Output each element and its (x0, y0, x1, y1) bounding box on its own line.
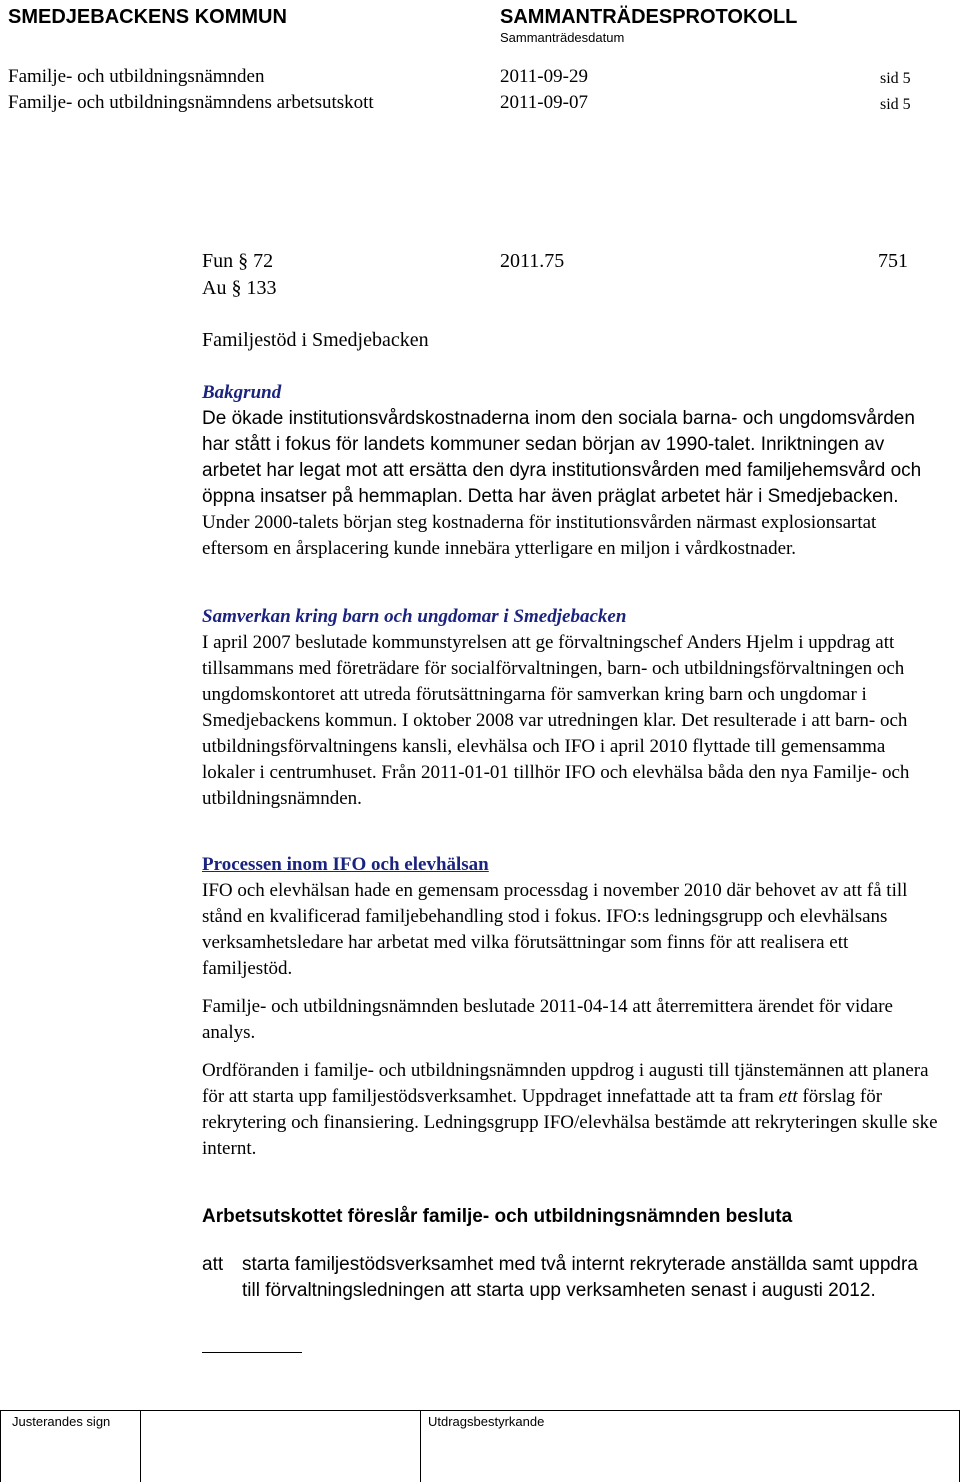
committee-date: 2011-09-29 (500, 66, 588, 87)
samverkan-heading: Samverkan kring barn och ungdomar i Smedjebacken (202, 606, 627, 627)
bakgrund-section (202, 380, 942, 562)
bakgrund-text-b: Detta har även präglat arbetet här i Smedjebacken. (467, 486, 899, 507)
processen-section (202, 852, 942, 982)
remit-paragraph (202, 994, 942, 1046)
committee-page: sid 5 (880, 70, 911, 87)
meeting-date-label: Sammanträdesdatum (500, 30, 625, 45)
remit-text: Familje- och utbildningsnämnden beslutade 2011-04-14 att återremittera ärendet för vidare analys. (202, 996, 893, 1043)
chair-paragraph (202, 1058, 942, 1162)
proposal-clause (202, 1252, 922, 1304)
proposal-heading: Arbetsutskottet föreslår familje- och utbildningsnämnden besluta (202, 1206, 793, 1227)
bakgrund-text-a: De ökade institutionsvårdskostnaderna inom den sociala barna- och ungdomsvården har stått i fokus för landets kommuner sedan början av 1990-talet. Inriktningen av arbetet har legat mot att ersätta den dyra institutionsvården med familjehemsvård och öppna insatser på hemmaplan. (202, 408, 922, 507)
bakgrund-heading: Bakgrund (202, 382, 282, 403)
municipality-name: SMEDJEBACKENS KOMMUN (8, 6, 287, 28)
samverkan-section (202, 604, 942, 812)
working-committee-date: 2011-09-07 (500, 92, 588, 113)
chair-text-before: Ordföranden i familje- och utbildningsnämnden uppdrog i augusti till tjänstemännen att planera för att starta upp familjestödsverksamhet. Uppdraget innefattade att ta fram (202, 1060, 929, 1107)
end-rule (202, 1352, 302, 1353)
justerandes-sign-label: Justerandes sign (12, 1414, 111, 1429)
signature-footer (0, 1410, 960, 1482)
footer-cell-extract (420, 1410, 421, 1482)
case-title: Familjestöd i Smedjebacken (202, 329, 429, 351)
case-number: 751 (878, 250, 908, 272)
working-committee-page: sid 5 (880, 96, 911, 113)
document-type: SAMMANTRÄDESPROTOKOLL (500, 6, 798, 28)
proposal-text: starta familjestödsverksamhet med två internt rekryterade anställda samt uppdra till förvaltningsledningen att starta upp verksamheten senast i augusti 2012. (242, 1254, 918, 1301)
processen-text: IFO och elevhälsan hade en gemensam processdag i november 2010 där behovet av att få till stånd en kvalificerad familjebehandling stod i fokus. IFO:s ledningsgrupp och elevhälsans verksamhetsledare har arbetat med vilka förutsättningar som finns för att realisera ett familjestöd. (202, 880, 908, 979)
fun-paragraph-ref: Fun § 72 (202, 250, 274, 272)
chair-text-after: förslag för rekrytering och finansiering. Ledningsgrupp IFO/elevhälsa bestämde att rekryteringen skulle ske internt. (202, 1086, 938, 1159)
bakgrund-text-c: Under 2000-talets början steg kostnaderna för institutionsvården närmast explosionsartat eftersom en årsplacering kunde innebära ytterligare en miljon i vårdkostnader. (202, 512, 877, 559)
committee-name: Familje- och utbildningsnämnden (8, 66, 265, 87)
utdragsbestyrkande-label: Utdragsbestyrkande (428, 1414, 545, 1429)
bakgrund-text (202, 406, 942, 562)
footer-cell-sign (0, 1410, 1, 1482)
samverkan-text: I april 2007 beslutade kommunstyrelsen att ge förvaltningschef Anders Hjelm i uppdrag att tillsammans med företrädare för socialförvaltningen, barn- och utbildningsförvaltningen och ungdomskontoret att utreda förutsättningarna för samverkan kring barn och ungdomar i Smedjebackens kommun. I oktober 2008 var utredningen klar. Det resulterade i att barn- och utbildningsförvaltningens kansli, elevhälsa och IFO i april 2010 flyttade till gemensamma lokaler i centrumhuset. Från 2011-01-01 tillhör IFO och elevhälsa båda den nya Familje- och utbildningsnämnden. (202, 632, 910, 809)
processen-heading: Processen inom IFO och elevhälsan (202, 854, 489, 875)
working-committee-name: Familje- och utbildningsnämndens arbetsutskott (8, 92, 374, 113)
footer-cell-sign-box (140, 1410, 141, 1482)
diary-number: 2011.75 (500, 250, 565, 272)
au-paragraph-ref: Au § 133 (202, 277, 277, 299)
proposal-att-label: att (202, 1254, 224, 1275)
chair-text-italic: ett (778, 1086, 798, 1107)
chair-text (202, 1058, 942, 1162)
